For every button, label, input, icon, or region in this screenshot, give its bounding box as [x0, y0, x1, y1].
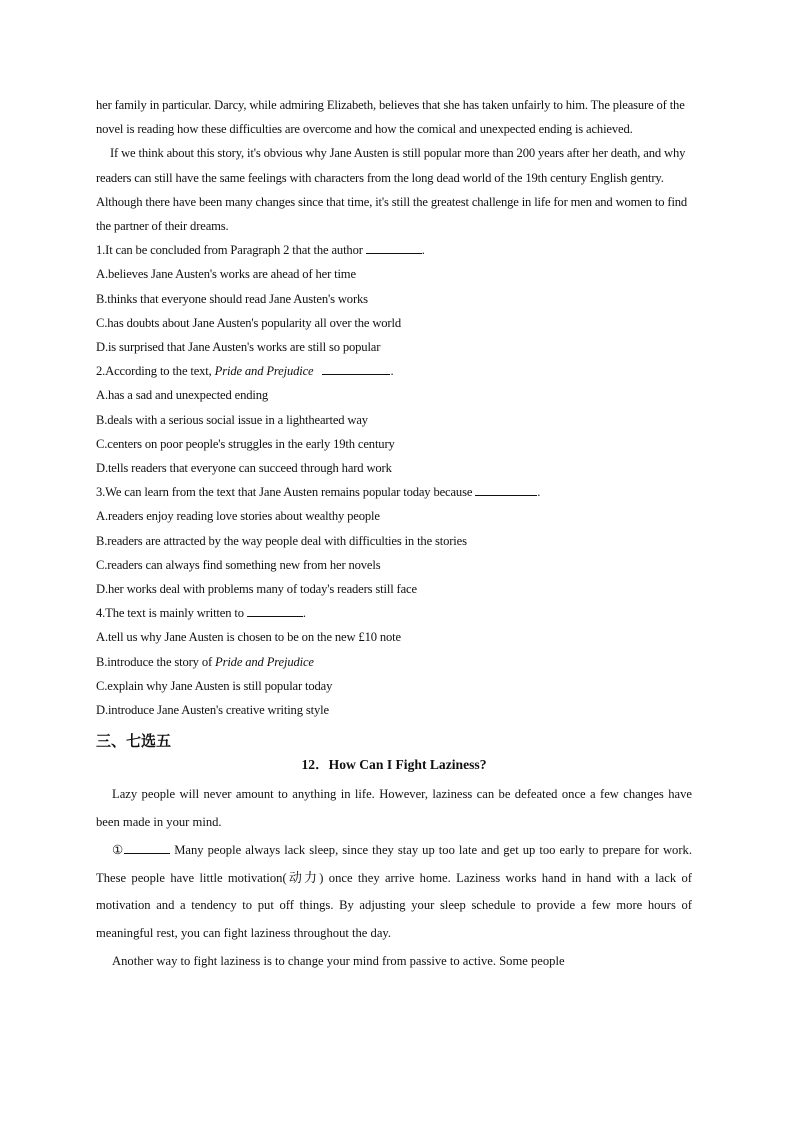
question-1	[96, 238, 692, 359]
option-c: C.has doubts about Jane Austen's popularity all over the world	[96, 315, 401, 330]
option-a: A.has a sad and unexpected ending	[96, 388, 269, 403]
option-d: D.is surprised that Jane Austen's works are still so popular	[96, 340, 381, 355]
option-c: C.explain why Jane Austen is still popular today	[96, 678, 333, 693]
question-2	[96, 359, 692, 480]
passage-body	[96, 781, 692, 976]
option-b: B.thinks that everyone should read Jane Austen's works	[96, 291, 368, 306]
option-c: C.centers on poor people's struggles in the early 19th century	[96, 436, 395, 451]
option-a: A.readers enjoy reading love stories about wealthy people	[96, 509, 380, 524]
question-4	[96, 601, 692, 722]
option-a: A.believes Jane Austen's works are ahead of her time	[96, 267, 356, 282]
paragraph-continued: her family in particular. Darcy, while admiring Elizabeth, believes that she has taken unfairly to him. The pleasure of the novel is reading how these difficulties are overcome and how the comical and unexpected ending is achieved.	[96, 98, 685, 137]
page-content	[96, 93, 692, 976]
question-stem: 3.We can learn from the text that Jane Austen remains popular today because .	[96, 485, 541, 500]
answer-blank	[322, 362, 390, 375]
option-c: C.readers can always find something new from her novels	[96, 557, 381, 572]
question-stem: 4.The text is mainly written to .	[96, 606, 306, 621]
question-stem: 1.It can be concluded from Paragraph 2 that the author .	[96, 243, 425, 258]
option-b: B.deals with a serious social issue in a lighthearted way	[96, 412, 368, 427]
passage-title: 12．How Can I Fight Laziness?	[301, 757, 487, 773]
option-a: A.tell us why Jane Austen is chosen to be on the new £10 note	[96, 630, 401, 645]
reading-section	[96, 93, 692, 722]
option-b: B.introduce the story of Pride and Prejudice	[96, 654, 314, 669]
question-stem: 2.According to the text, Pride and Prejudice .	[96, 364, 394, 379]
option-d: D.tells readers that everyone can succeed through hard work	[96, 461, 392, 476]
option-d: D.her works deal with problems many of today's readers still face	[96, 582, 417, 597]
option-b: B.readers are attracted by the way people deal with difficulties in the stories	[96, 533, 467, 548]
section-heading: 三、七选五	[96, 732, 172, 751]
answer-blank	[475, 483, 537, 496]
passage-paragraph-3: Another way to fight laziness is to change your mind from passive to active. Some people	[112, 954, 565, 969]
answer-blank	[247, 604, 303, 617]
passage-paragraph-1: Lazy people will never amount to anything in life. However, laziness can be defeated once a few changes have been made in your mind.	[96, 787, 692, 830]
blank-marker: ①	[112, 842, 125, 857]
paragraph-2: If we think about this story, it's obvious why Jane Austen is still popular more than 200 years after her death, and why readers can still have the same feelings with characters from the long dead world of the 19th century English gentry. Although there have been many changes since that time, it's still the greatest challenge in life for men and women to find the partner of their dreams.	[96, 146, 688, 234]
answer-blank	[366, 241, 422, 254]
option-d: D.introduce Jane Austen's creative writing style	[96, 703, 329, 718]
answer-blank	[124, 841, 170, 854]
question-3	[96, 480, 692, 601]
passage-paragraph-2: ① Many people always lack sleep, since they stay up too late and get up too early to prepare for work. These people have little motivation(动力) once they arrive home. Laziness works hand in hand with a lack of motivation and a tendency to put off things. By adjusting your sleep schedule to provide a few more hours of meaningful rest, you can fight laziness throughout the day.	[96, 842, 692, 941]
